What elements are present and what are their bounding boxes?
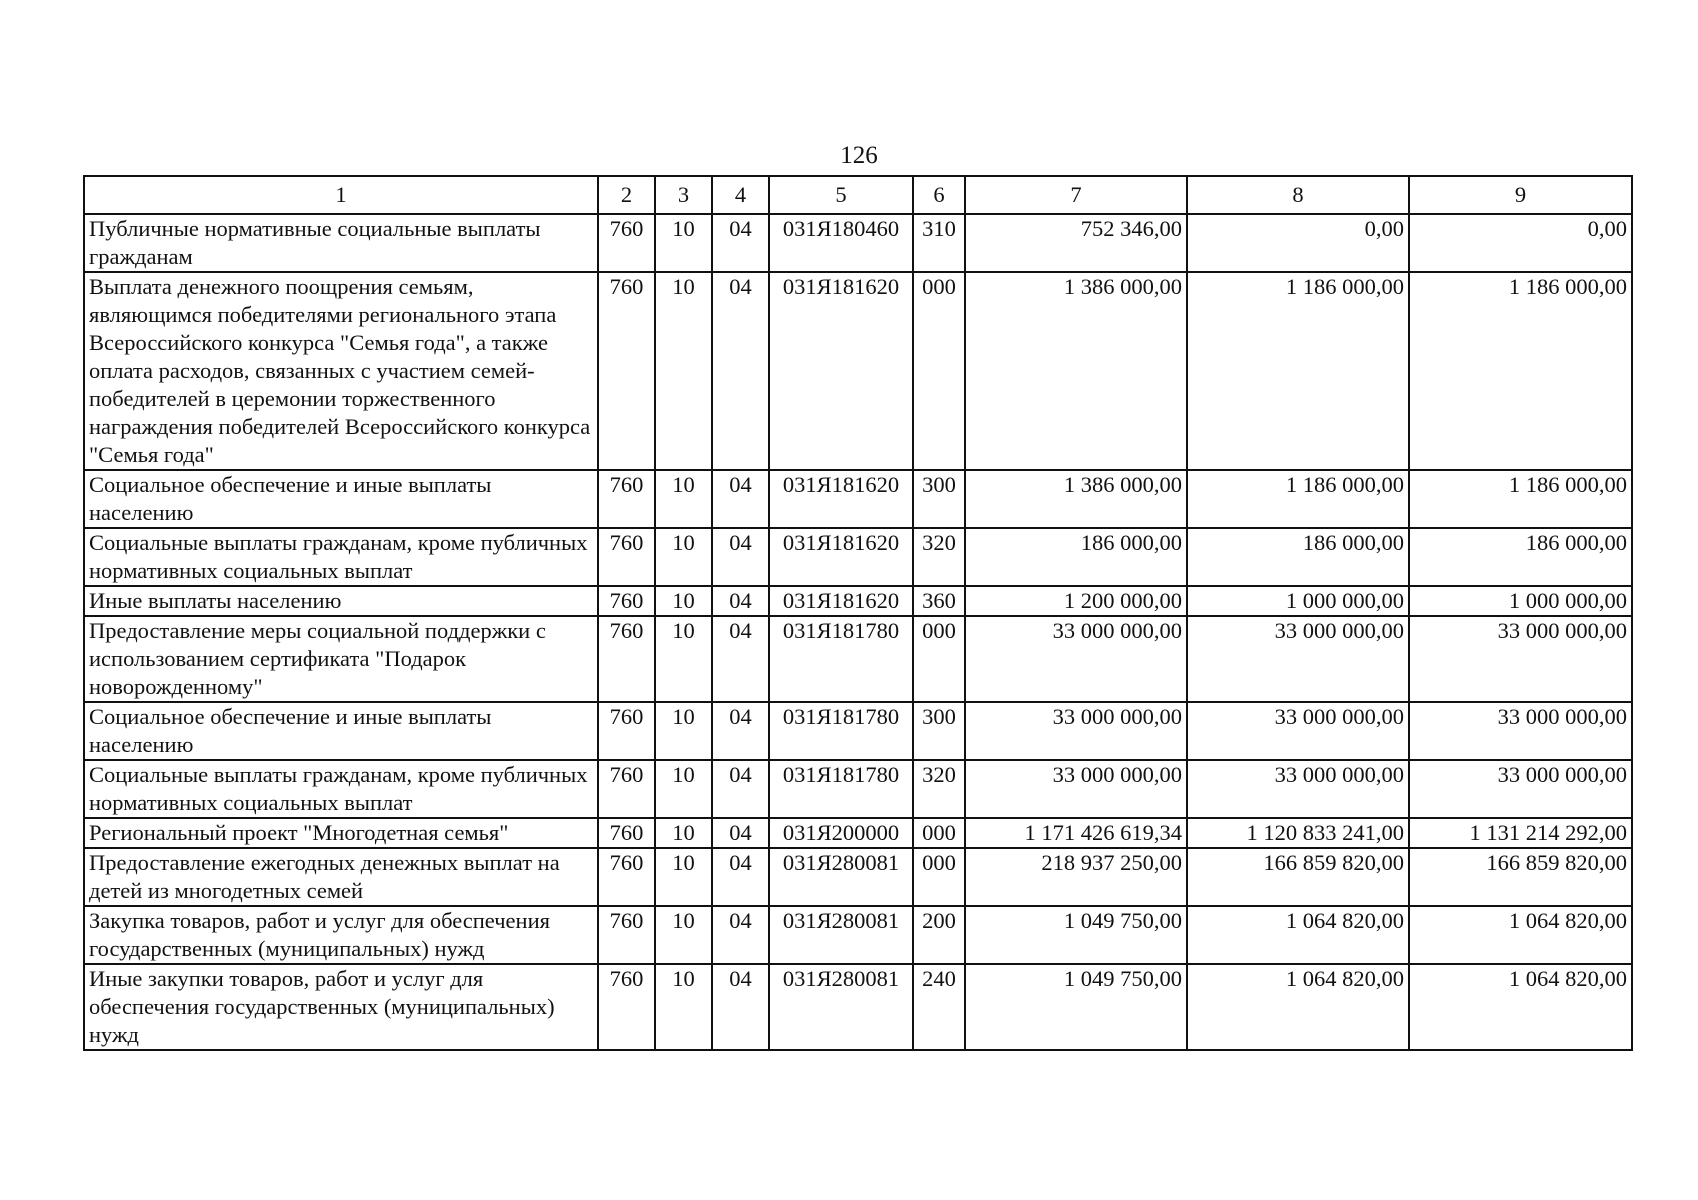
cell-col7: 186 000,00 xyxy=(965,528,1187,586)
cell-col7: 1 049 750,00 xyxy=(965,906,1187,964)
row-name: Предоставление ежегодных денежных выплат на детей из многодетных семей xyxy=(84,848,598,906)
cell-col8: 33 000 000,00 xyxy=(1187,616,1409,702)
cell-col7: 1 386 000,00 xyxy=(965,470,1187,528)
cell-col6: 200 xyxy=(913,906,965,964)
table-row xyxy=(84,848,1632,906)
budget-table xyxy=(83,175,1633,1051)
cell-col4: 04 xyxy=(712,760,769,818)
page-number: 126 xyxy=(840,142,878,169)
cell-col3: 10 xyxy=(655,528,712,586)
column-header: 1 xyxy=(84,176,598,214)
cell-col2: 760 xyxy=(598,586,655,616)
row-name: Региональный проект "Многодетная семья" xyxy=(84,818,598,848)
cell-col2: 760 xyxy=(598,760,655,818)
cell-col4: 04 xyxy=(712,848,769,906)
column-header: 7 xyxy=(965,176,1187,214)
cell-col3: 10 xyxy=(655,964,712,1050)
row-name: Социальные выплаты гражданам, кроме публичных нормативных социальных выплат xyxy=(84,528,598,586)
cell-col3: 10 xyxy=(655,760,712,818)
cell-col5: 031Я181780 xyxy=(769,702,913,760)
table-row xyxy=(84,906,1632,964)
column-header: 4 xyxy=(712,176,769,214)
cell-col5: 031Я180460 xyxy=(769,214,913,272)
cell-col7: 1 171 426 619,34 xyxy=(965,818,1187,848)
row-name: Иные закупки товаров, работ и услуг для обеспечения государственных (муниципальных) нужд xyxy=(84,964,598,1050)
column-header: 3 xyxy=(655,176,712,214)
row-name: Выплата денежного поощрения семьям, являющимся победителями регионального этапа Всероссийского конкурса "Семья года", а также оплата расходов, связанных с участием семей-победителей в церемонии торжественного награждения победителей Всероссийского конкурса "Семья года" xyxy=(84,272,598,470)
table-row xyxy=(84,964,1632,1050)
cell-col9: 1 186 000,00 xyxy=(1409,470,1632,528)
cell-col5: 031Я181620 xyxy=(769,528,913,586)
cell-col5: 031Я200000 xyxy=(769,818,913,848)
cell-col2: 760 xyxy=(598,470,655,528)
column-header: 8 xyxy=(1187,176,1409,214)
column-header: 2 xyxy=(598,176,655,214)
cell-col2: 760 xyxy=(598,906,655,964)
cell-col3: 10 xyxy=(655,586,712,616)
cell-col4: 04 xyxy=(712,616,769,702)
cell-col9: 186 000,00 xyxy=(1409,528,1632,586)
cell-col7: 752 346,00 xyxy=(965,214,1187,272)
cell-col7: 1 386 000,00 xyxy=(965,272,1187,470)
cell-col2: 760 xyxy=(598,528,655,586)
table-row xyxy=(84,818,1632,848)
cell-col9: 166 859 820,00 xyxy=(1409,848,1632,906)
cell-col3: 10 xyxy=(655,818,712,848)
cell-col2: 760 xyxy=(598,702,655,760)
cell-col9: 1 186 000,00 xyxy=(1409,272,1632,470)
cell-col5: 031Я181620 xyxy=(769,272,913,470)
cell-col3: 10 xyxy=(655,702,712,760)
cell-col6: 360 xyxy=(913,586,965,616)
cell-col8: 1 186 000,00 xyxy=(1187,272,1409,470)
cell-col6: 000 xyxy=(913,818,965,848)
cell-col5: 031Я280081 xyxy=(769,848,913,906)
cell-col5: 031Я181780 xyxy=(769,760,913,818)
cell-col9: 1 064 820,00 xyxy=(1409,964,1632,1050)
cell-col3: 10 xyxy=(655,906,712,964)
cell-col4: 04 xyxy=(712,272,769,470)
cell-col8: 1 064 820,00 xyxy=(1187,906,1409,964)
cell-col4: 04 xyxy=(712,528,769,586)
row-name: Социальное обеспечение и иные выплаты населению xyxy=(84,470,598,528)
cell-col2: 760 xyxy=(598,964,655,1050)
row-name: Закупка товаров, работ и услуг для обеспечения государственных (муниципальных) нужд xyxy=(84,906,598,964)
cell-col4: 04 xyxy=(712,214,769,272)
cell-col6: 000 xyxy=(913,848,965,906)
cell-col4: 04 xyxy=(712,818,769,848)
cell-col5: 031Я181620 xyxy=(769,586,913,616)
cell-col8: 33 000 000,00 xyxy=(1187,760,1409,818)
cell-col6: 000 xyxy=(913,616,965,702)
row-name: Предоставление меры социальной поддержки с использованием сертификата "Подарок новорожденному" xyxy=(84,616,598,702)
cell-col2: 760 xyxy=(598,616,655,702)
cell-col3: 10 xyxy=(655,616,712,702)
row-name: Публичные нормативные социальные выплаты гражданам xyxy=(84,214,598,272)
cell-col7: 33 000 000,00 xyxy=(965,702,1187,760)
column-header: 6 xyxy=(913,176,965,214)
cell-col9: 1 131 214 292,00 xyxy=(1409,818,1632,848)
cell-col2: 760 xyxy=(598,848,655,906)
table-row xyxy=(84,528,1632,586)
cell-col9: 1 000 000,00 xyxy=(1409,586,1632,616)
cell-col2: 760 xyxy=(598,272,655,470)
cell-col3: 10 xyxy=(655,214,712,272)
table-row xyxy=(84,214,1632,272)
row-name: Социальное обеспечение и иные выплаты населению xyxy=(84,702,598,760)
cell-col8: 186 000,00 xyxy=(1187,528,1409,586)
table-row xyxy=(84,470,1632,528)
cell-col8: 0,00 xyxy=(1187,214,1409,272)
table-row xyxy=(84,760,1632,818)
row-name: Иные выплаты населению xyxy=(84,586,598,616)
cell-col8: 1 120 833 241,00 xyxy=(1187,818,1409,848)
row-name: Социальные выплаты гражданам, кроме публичных нормативных социальных выплат xyxy=(84,760,598,818)
cell-col9: 0,00 xyxy=(1409,214,1632,272)
cell-col7: 33 000 000,00 xyxy=(965,616,1187,702)
cell-col6: 320 xyxy=(913,760,965,818)
cell-col4: 04 xyxy=(712,906,769,964)
table-row xyxy=(84,702,1632,760)
cell-col6: 310 xyxy=(913,214,965,272)
cell-col2: 760 xyxy=(598,818,655,848)
cell-col9: 33 000 000,00 xyxy=(1409,616,1632,702)
cell-col4: 04 xyxy=(712,702,769,760)
cell-col3: 10 xyxy=(655,470,712,528)
cell-col7: 1 049 750,00 xyxy=(965,964,1187,1050)
cell-col7: 33 000 000,00 xyxy=(965,760,1187,818)
cell-col3: 10 xyxy=(655,848,712,906)
cell-col2: 760 xyxy=(598,214,655,272)
header-row xyxy=(84,176,1632,214)
cell-col4: 04 xyxy=(712,586,769,616)
cell-col3: 10 xyxy=(655,272,712,470)
table-row xyxy=(84,586,1632,616)
column-header: 9 xyxy=(1409,176,1632,214)
table-row xyxy=(84,616,1632,702)
cell-col8: 166 859 820,00 xyxy=(1187,848,1409,906)
cell-col4: 04 xyxy=(712,470,769,528)
cell-col7: 218 937 250,00 xyxy=(965,848,1187,906)
cell-col7: 1 200 000,00 xyxy=(965,586,1187,616)
table-row xyxy=(84,272,1632,470)
cell-col5: 031Я181780 xyxy=(769,616,913,702)
cell-col5: 031Я280081 xyxy=(769,906,913,964)
cell-col9: 1 064 820,00 xyxy=(1409,906,1632,964)
cell-col6: 300 xyxy=(913,702,965,760)
cell-col6: 300 xyxy=(913,470,965,528)
cell-col6: 000 xyxy=(913,272,965,470)
cell-col9: 33 000 000,00 xyxy=(1409,702,1632,760)
cell-col8: 1 186 000,00 xyxy=(1187,470,1409,528)
cell-col5: 031Я280081 xyxy=(769,964,913,1050)
cell-col4: 04 xyxy=(712,964,769,1050)
cell-col8: 1 064 820,00 xyxy=(1187,964,1409,1050)
cell-col9: 33 000 000,00 xyxy=(1409,760,1632,818)
cell-col8: 1 000 000,00 xyxy=(1187,586,1409,616)
cell-col8: 33 000 000,00 xyxy=(1187,702,1409,760)
cell-col6: 320 xyxy=(913,528,965,586)
cell-col6: 240 xyxy=(913,964,965,1050)
column-header: 5 xyxy=(769,176,913,214)
cell-col5: 031Я181620 xyxy=(769,470,913,528)
